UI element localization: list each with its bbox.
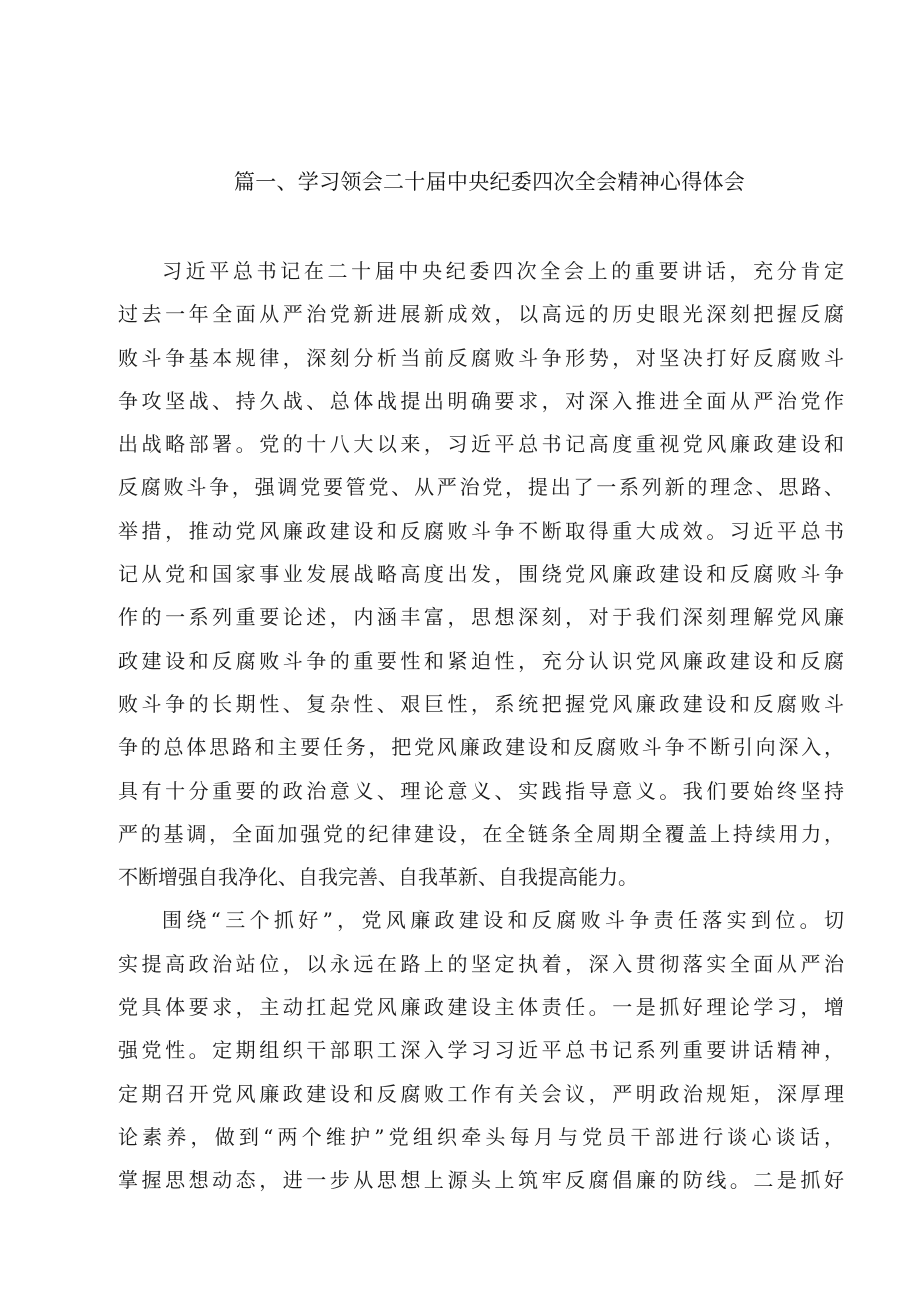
text-line: 败斗争的长期性、复杂性、艰巨性，系统把握党风廉政建设和反腐败斗 (118, 691, 844, 716)
text-line: 记从党和国家事业发展战略高度出发，围绕党风廉政建设和反腐败斗争 (118, 562, 844, 587)
text-line: 过去一年全面从严治党新进展新成效，以高远的历史眼光深刻把握反腐 (118, 302, 844, 327)
text-line: 反腐败斗争，强调党要管党、从严治党，提出了一系列新的理念、思路、 (118, 475, 844, 500)
paragraph-1 (118, 250, 844, 899)
text-line: 争攻坚战、持久战、总体战提出明确要求，对深入推进全面从严治党作 (118, 388, 844, 413)
text-line: 出战略部署。党的十八大以来，习近平总书记高度重视党风廉政建设和 (118, 432, 844, 457)
document-body (118, 250, 844, 1203)
text-line: 党具体要求，主动扛起党风廉政建设主体责任。一是抓好理论学习，增 (118, 995, 844, 1020)
text-line: 政建设和反腐败斗争的重要性和紧迫性，充分认识党风廉政建设和反腐 (118, 648, 844, 673)
text-line: 掌握思想动态，进一步从思想上源头上筑牢反腐倡廉的防线。二是抓好 (118, 1168, 844, 1193)
text-line: 强党性。定期组织干部职工深入学习习近平总书记系列重要讲话精神， (118, 1038, 844, 1063)
text-line: 举措，推动党风廉政建设和反腐败斗争不断取得重大成效。习近平总书 (118, 518, 844, 543)
text-line: 论素养，做到“两个维护”党组织牵头每月与党员干部进行谈心谈话， (118, 1124, 844, 1149)
document-title: 篇一、学习领会二十届中央纪委四次全会精神心得体会 (233, 170, 746, 194)
text-line: 实提高政治站位，以永远在路上的坚定执着，深入贯彻落实全面从严治 (118, 951, 844, 976)
text-line: 围绕“三个抓好”，党风廉政建设和反腐败斗争责任落实到位。切 (162, 908, 844, 933)
text-line: 定期召开党风廉政建设和反腐败工作有关会议，严明政治规矩，深厚理 (118, 1081, 844, 1106)
text-line: 具有十分重要的政治意义、理论意义、实践指导意义。我们要始终坚持 (118, 778, 844, 803)
text-line: 争的总体思路和主要任务，把党风廉政建设和反腐败斗争不断引向深入， (118, 735, 844, 760)
text-line: 败斗争基本规律，深刻分析当前反腐败斗争形势，对坚决打好反腐败斗 (118, 345, 844, 370)
paragraph-2 (118, 899, 844, 1202)
text-line: 严的基调，全面加强党的纪律建设，在全链条全周期全覆盖上持续用力， (118, 821, 844, 846)
text-line: 不断增强自我净化、自我完善、自我革新、自我提高能力。 (118, 865, 638, 890)
text-line: 习近平总书记在二十届中央纪委四次全会上的重要讲话，充分肯定 (162, 259, 844, 283)
text-line: 作的一系列重要论述，内涵丰富，思想深刻，对于我们深刻理解党风廉 (118, 605, 844, 630)
